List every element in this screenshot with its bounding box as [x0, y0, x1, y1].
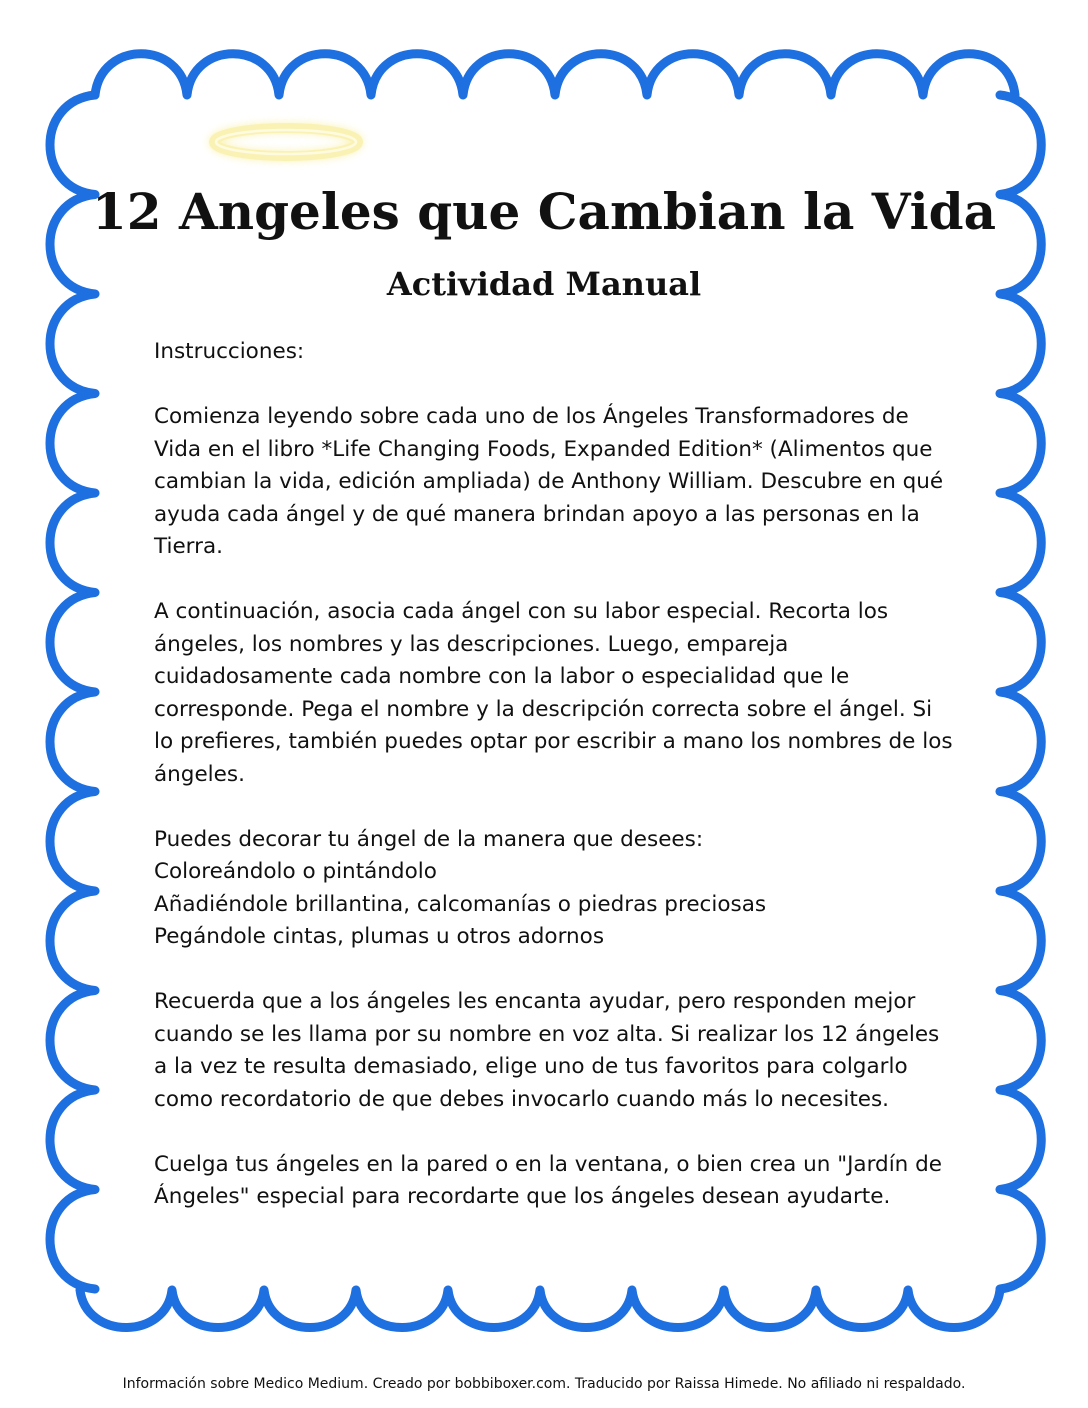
footer-credits: Información sobre Medico Medium. Creado por bobbiboxer.com. Traducido por Raissa Himede. No afiliado ni respaldado.: [122, 1376, 966, 1392]
decorate-item: Coloreándolo o pintándolo: [154, 859, 437, 884]
decorate-item: Pegándole cintas, plumas u otros adornos: [154, 924, 605, 949]
decorate-section: [154, 824, 954, 954]
border-loop: [80, 1290, 1000, 1328]
instructions-body: [154, 336, 954, 1246]
page-title: 12 Angeles que Cambian la Vida: [91, 182, 997, 241]
paragraph-match-angels: A continuación, asocia cada ángel con su labor especial. Recorta los ángeles, los nombres y las descripciones. Luego, empareja cuidadosamente cada nombre con la labor o especialidad que le corresponde. Pega el nombre y la descripción correcta sobre el ángel. Si lo prefieres, también puedes optar por escribir a mano los nombres de los ángeles.: [154, 599, 953, 787]
paragraph-read-book: Comienza leyendo sobre cada uno de los Ángeles Transformadores de Vida en el libro *Life Changing Foods, Expanded Edition* (Alimentos que cambian la vida, edición ampliada) de Anthony William. Descubre en qué ayuda cada ángel y de qué manera brindan apoyo a las personas en la Tierra.: [154, 404, 944, 559]
decorate-item: Añadiéndole brillantina, calcomanías o piedras preciosas: [154, 891, 767, 917]
paragraph-call-angels: Recuerda que a los ángeles les encanta ayudar, pero responden mejor cuando se les llama por su nombre en voz alta. Si realizar los 12 ángeles a la vez te resulta demasiado, elige uno de tus favoritos para colgarlo como recordatorio de que debes invocarlo cuando más lo necesites.: [154, 989, 940, 1112]
instructions-label: Instrucciones:: [154, 339, 305, 364]
halo-icon: [200, 110, 370, 170]
page-subtitle: Actividad Manual: [386, 265, 702, 303]
paragraph-hang-angels: Cuelga tus ángeles en la pared o en la ventana, o bien crea un "Jardín de Ángeles" especial para recordarte que los ángeles desean ayudarte.: [154, 1151, 943, 1209]
decorate-intro: Puedes decorar tu ángel de la manera que desees:: [154, 826, 704, 852]
border-loop: [95, 54, 1015, 95]
